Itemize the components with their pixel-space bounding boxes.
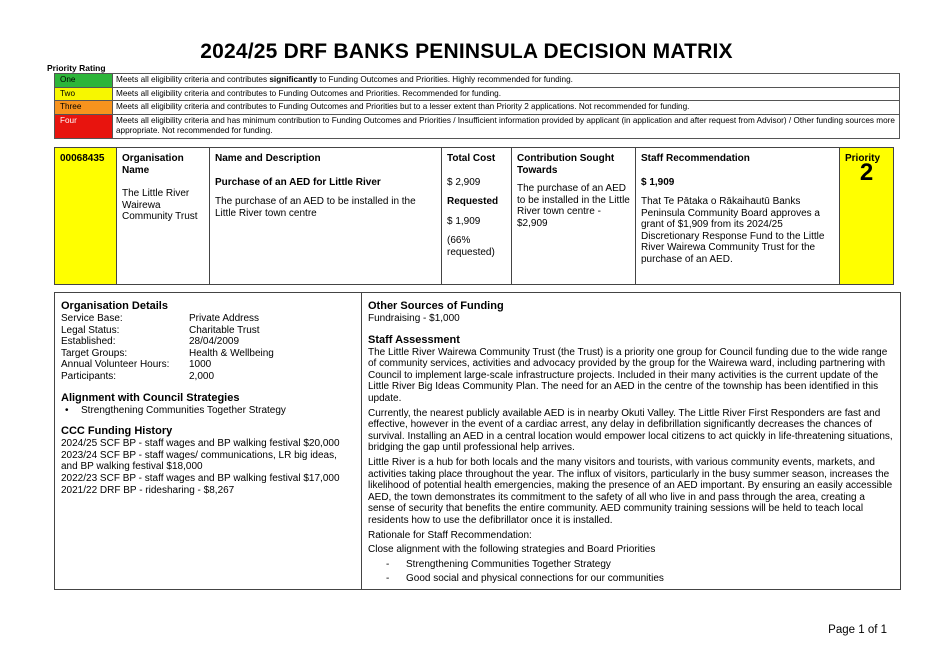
list-item: 2023/24 SCF BP - staff wages/ communications, LR big ideas, and BP walking festival $18,000 (61, 449, 337, 473)
rating-desc-three: Meets all eligibility criteria and contributes to Funding Outcomes and Priorities but to a lesser extent than Priority 2 applications. Not recommended for funding. (113, 101, 900, 115)
list-item: 2022/23 SCF BP - staff wages and BP walking festival $17,000 (61, 472, 340, 484)
detail-row: Service Base: Private Address (61, 313, 260, 324)
rating-swatch-two: Two (55, 87, 113, 101)
staff-recommendation-text: That Te Pātaka o Rākaihautū Banks Peninsula Community Board approves a grant of $1,909 from its 2024/25 Discretionary Response Fund to the Little River Wairewa Community Trust for the purchase of an AED. (641, 196, 825, 265)
staff-recommendation-amount: $ 1,909 (641, 176, 675, 188)
contribution-text: The purchase of an AED to be installed in the Little River town centre - $2,909 (517, 183, 630, 229)
detail-row: Annual Volunteer Hours: 1000 (61, 359, 212, 371)
rating-row-three (55, 101, 900, 115)
project-description: The purchase of an AED to be installed in the Little River town centre (215, 196, 416, 219)
priority-cell (840, 148, 894, 285)
total-cost-cell (442, 148, 512, 285)
organisation-header: Organisation Name (122, 153, 184, 176)
funding-history-heading: CCC Funding History (61, 425, 173, 438)
organisation-column (55, 293, 362, 589)
requested-percentage: (66% requested) (447, 235, 495, 258)
detail-row: Established: 28/04/2009 (61, 336, 240, 348)
list-item: • Strengthening Communities Together Strategy (65, 404, 286, 416)
staff-recommendation-header: Staff Recommendation (641, 153, 750, 164)
assessment-paragraph: The Little River Wairewa Community Trust (the Trust) is a priority one group for Council funding due to the wide range of community services, activities and advocacy provided by the group for the Wairewa ward, including partnering with Council to implement large-scale infrastructure projects. Included in their many activities is the current update of the Little River Big Ideas Community Plan. The need for an AED in the centre of the township has been identified in this update. (368, 346, 888, 404)
rating-desc-four: Meets all eligibility criteria and has minimum contribution to Funding Outcomes and Priorities / Insufficient information provided by applicant (in application and after request from Advisor) / Other funding sources more appropriate. Not recommended for funding. (113, 114, 900, 138)
priority-rating-legend (54, 73, 900, 139)
rating-swatch-three: Three (55, 101, 113, 115)
organisation-name: The Little River Wairewa Community Trust (122, 188, 198, 222)
rating-row-one (55, 74, 900, 88)
page-number: Page 1 of 1 (828, 624, 887, 636)
dash-marker: - (386, 573, 390, 585)
application-id: 00068435 (55, 148, 117, 285)
rating-row-two (55, 87, 900, 101)
assessment-paragraph: Little River is a hub for both locals and the many visitors and tourists, with various community events, markets, and activities taking place throughout the year. The influx of visitors, particularly in the busy summer season, increases the likelihood of potential health emergencies, making the presence of an AED important. By ensuring an easily accessible AED, the town demonstrates its commitment to the safety of all who live in and pass through the area, creating a sense of security that benefits the entire community. AED community training sessions will be held to teach local residents how to use the defibrillator once it is installed. (368, 456, 893, 526)
name-description-header: Name and Description (215, 153, 321, 164)
requested-amount: $ 1,909 (447, 215, 481, 227)
list-item: - Good social and physical connections for our communities (386, 573, 664, 585)
rating-swatch-one: One (55, 74, 113, 88)
alignment-statement: Close alignment with the following strategies and Board Priorities (368, 544, 656, 556)
organisation-cell (117, 148, 210, 285)
detail-row: Participants: 2,000 (61, 370, 215, 382)
contribution-cell (512, 148, 636, 285)
list-item: 2021/22 DRF BP - ridesharing - $8,267 (61, 484, 235, 496)
rating-desc-two: Meets all eligibility criteria and contributes to Funding Outcomes and Priorities. Recommended for funding. (113, 87, 900, 101)
detail-row: Target Groups: Health & Wellbeing (61, 347, 274, 359)
priority-header: Priority (845, 153, 881, 164)
details-panel (54, 292, 901, 590)
requested-label: Requested (447, 196, 499, 207)
rating-row-four (55, 114, 900, 138)
staff-assessment-heading: Staff Assessment (368, 333, 460, 346)
page-title: 2024/25 DRF BANKS PENINSULA DECISION MATRIX (200, 40, 733, 63)
dash-marker: - (386, 558, 390, 570)
detail-row: Legal Status: Charitable Trust (61, 324, 260, 336)
other-funding-text: Fundraising - $1,000 (368, 313, 460, 324)
org-details-heading: Organisation Details (61, 300, 168, 312)
contribution-header: Contribution Sought Towards (517, 153, 615, 176)
assessment-column (362, 293, 900, 589)
priority-value: 2 (859, 158, 874, 186)
rating-swatch-four: Four (55, 114, 113, 138)
staff-recommendation-cell (636, 148, 840, 285)
list-item: 2024/25 SCF BP - staff wages and BP walking festival $20,000 (61, 438, 340, 450)
application-summary-table (54, 147, 894, 285)
assessment-paragraph: Currently, the nearest publicly available AED is in nearby Okuti Valley. The Little River First Responders are fast and effective, however in the event of a cardiac arrest, any delay in defibrillation significantly decreases the chances of survival. Installing an AED in a central location would empower local citizens to act quickly in life-threatening situations, bridging the gap until professional help arrives. (368, 407, 893, 454)
name-description-cell (210, 148, 442, 285)
total-cost-header: Total Cost (447, 153, 496, 164)
priority-rating-heading: Priority Rating (47, 63, 106, 73)
project-title: Purchase of an AED for Little River (215, 176, 381, 188)
rating-desc-one: Meets all eligibility criteria and contributes significantly to Funding Outcomes and Priorities. Highly recommended for funding. (113, 74, 900, 88)
bullet-icon: • (65, 404, 69, 416)
list-item: - Strengthening Communities Together Strategy (386, 558, 611, 570)
alignment-heading: Alignment with Council Strategies (61, 391, 240, 404)
rationale-heading: Rationale for Staff Recommendation: (368, 529, 532, 541)
other-funding-heading: Other Sources of Funding (368, 300, 504, 312)
total-cost-value: $ 2,909 (447, 176, 481, 188)
